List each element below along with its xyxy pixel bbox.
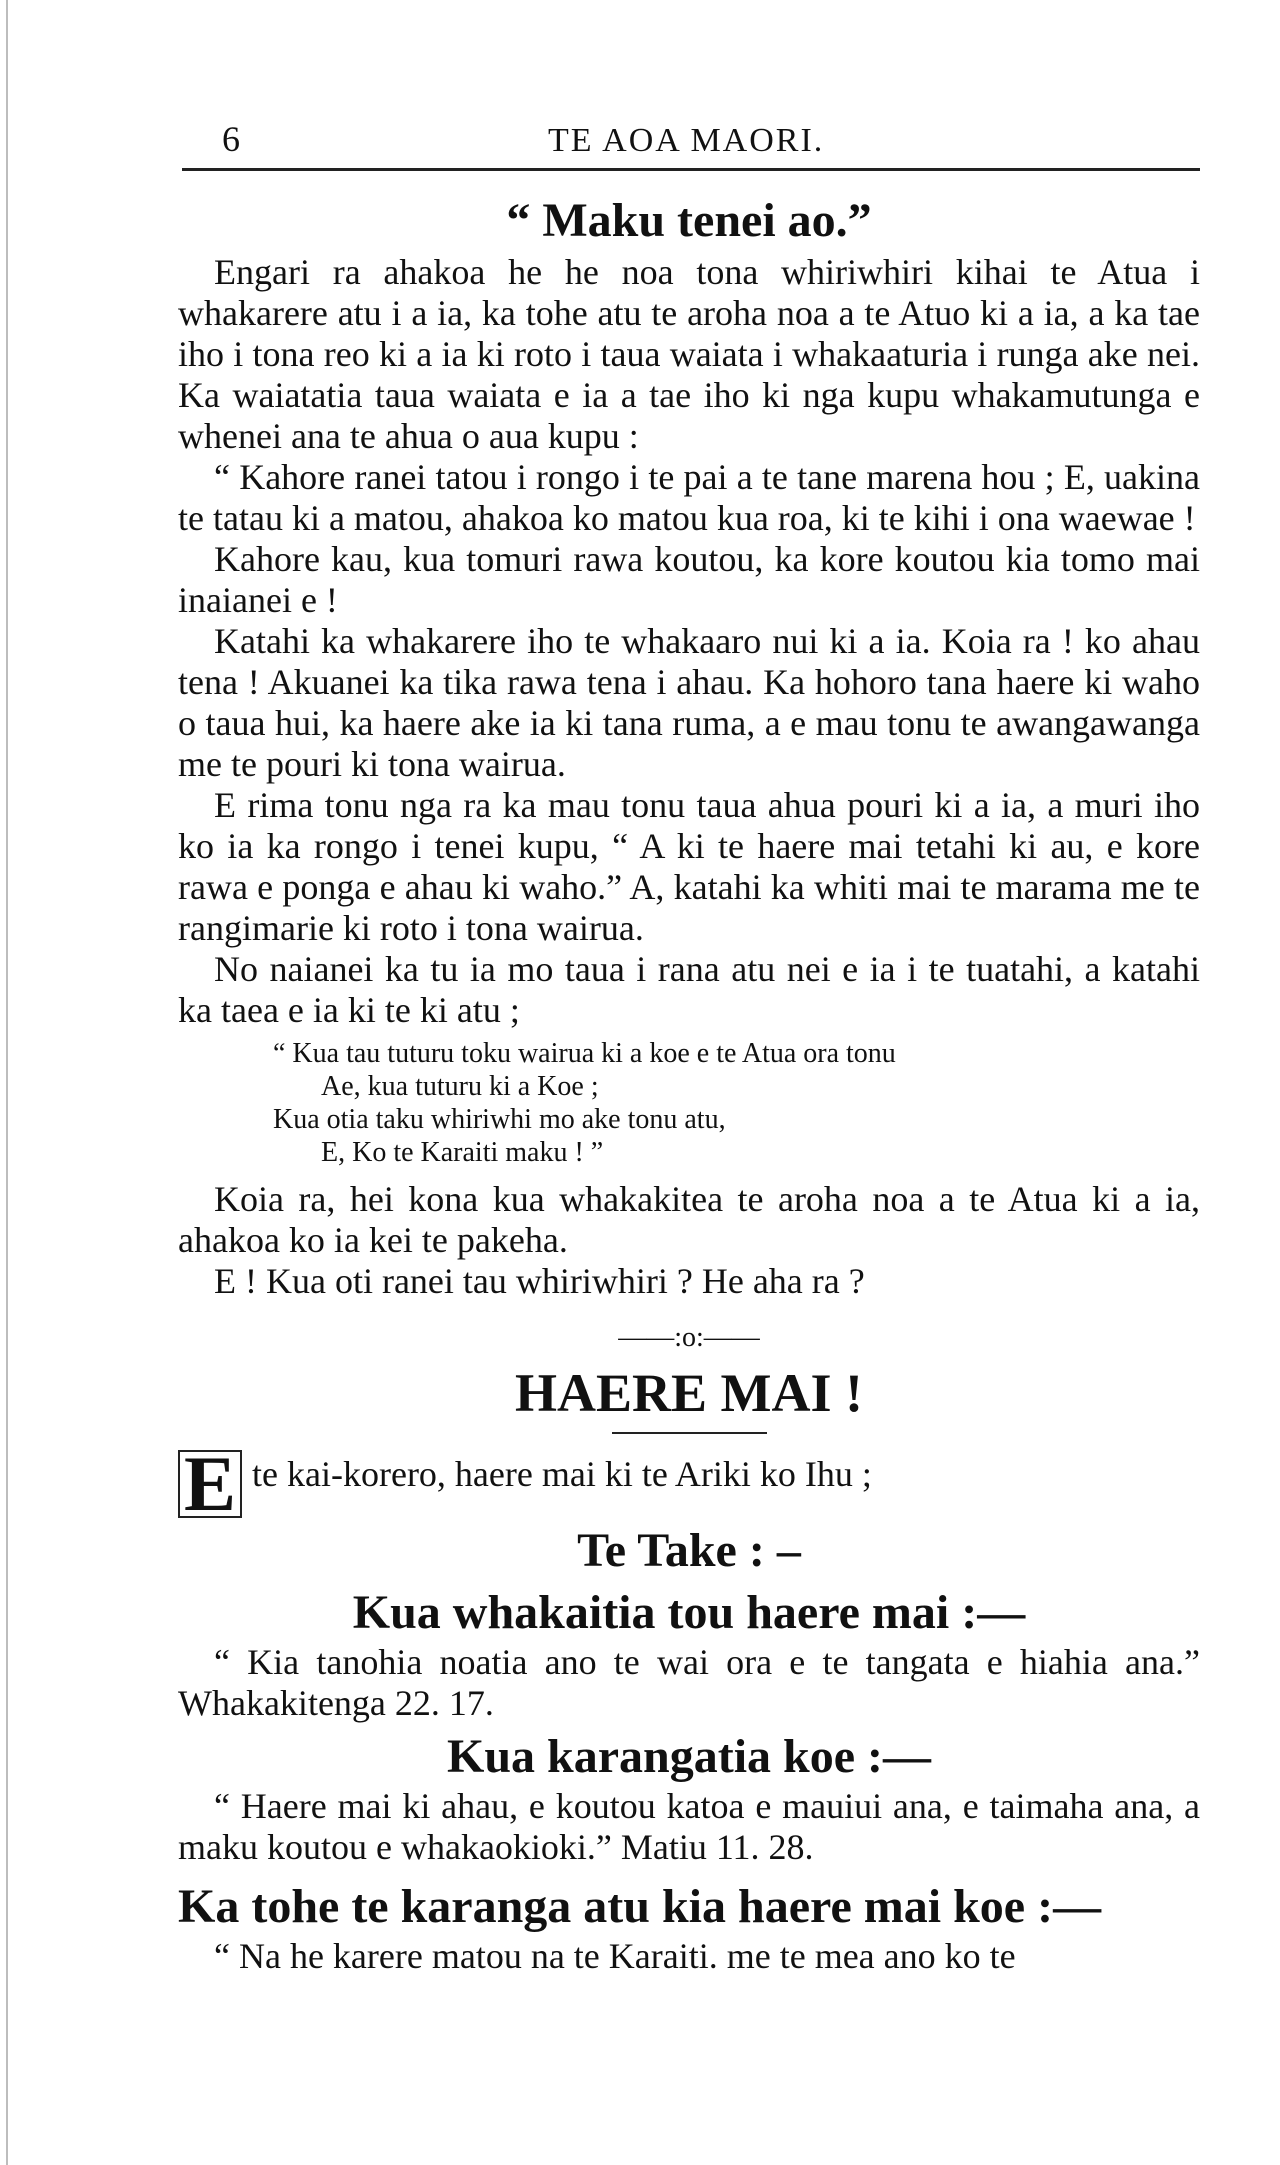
intro-line [178,1440,1200,1527]
hymn-verse [273,1037,1200,1169]
paragraph: Koia ra, hei kona kua whakakitea te aroha noa a te Atua ki a ia, ahakoa ko ia kei te pakeha. [178,1179,1200,1260]
drop-cap: E [178,1450,242,1518]
section-separator: ——:o:—— [618,1322,760,1353]
subheading-whakaitia: Kua whakaitia tou haere mai :— [352,1586,1026,1639]
page-number: 6 [222,119,240,159]
header-rule [182,168,1200,171]
subheading-karangatia: Kua karangatia koe :— [446,1730,932,1783]
paragraph: Katahi ka whakarere iho te whakaaro nui ki a ia. Koia ra ! ko ahau tena ! Akuanei ka tika rawa tena i ahau. Ka hohoro tana haere ki waho o taua hui, ka haere ake ia ki tana ruma, a e mau tonu te awangawanga me te pouri ki tona wairua. [178,621,1200,784]
verse-line: Ae, kua tuturu ki a Koe ; [321,1071,599,1102]
subheading-te-take: Te Take : – [577,1524,801,1577]
paragraph: No naianei ka tu ia mo taua i rana atu nei e ia i te tuatahi, a katahi ka taea e ia ki te ki atu ; [178,949,1200,1030]
article-heading-haere-mai: HAERE MAI ! [515,1363,863,1423]
scripture-quote: “ Haere mai ki ahau, e koutou katoa e mauiui ana, e taimaha ana, a maku koutou e whakaokioki.” Matiu 11. 28. [178,1786,1200,1867]
subheading-tohe: Ka tohe te karanga atu kia haere mai koe :— [178,1880,1102,1933]
running-title: TE AOA MAORI. [548,122,825,159]
heading-rule [612,1432,767,1434]
main-text [178,190,1200,1977]
intro-text: te kai-korero, haere mai ki te Ariki ko Ihu ; [252,1454,872,1494]
paragraph: “ Kahore ranei tatou i rongo i te pai a te tane marena hou ; E, uakina te tatau ki a matou, ahakoa ko matou kua roa, ki te kihi i ona waewae ! [178,457,1200,538]
paragraph: E ! Kua oti ranei tau whiriwhiri ? He aha ra ? [214,1261,865,1301]
left-margin-line [6,0,8,2165]
verse-line: E, Ko te Karaiti maku ! ” [321,1137,604,1168]
page-header [178,118,1200,168]
scripture-quote: “ Kia tanohia noatia ano te wai ora e te tangata e hiahia ana.” Whakakitenga 22. 17. [178,1642,1200,1723]
paragraph: Kahore kau, kua tomuri rawa koutou, ka kore koutou kia tomo mai inaianei e ! [178,539,1200,620]
article-heading-maku: “ Maku tenei ao.” [506,194,872,247]
verse-line: “ Kua tau tuturu toku wairua ki a koe e te Atua ora tonu [273,1038,896,1069]
verse-line: Kua otia taku whiriwhi mo ake tonu atu, [273,1104,726,1135]
paragraph: E rima tonu nga ra ka mau tonu taua ahua pouri ki a ia, a muri iho ko ia ka rongo i tenei kupu, “ A ki te haere mai tetahi ki au, e kore rawa e ponga e ahau ki waho.” A, katahi ka whiti mai te marama me te rangimarie ki roto i tona wairua. [178,785,1200,948]
scripture-quote: “ Na he karere matou na te Karaiti. me te mea ano ko te [214,1936,1016,1976]
paragraph: Engari ra ahakoa he he noa tona whiriwhiri kihai te Atua i whakarere atu i a ia, ka tohe atu te aroha noa a te Atuo ki a ia, a ka tae iho i tona reo ki a ia ki roto i taua waiata i whakaaturia i runga ake nei. Ka waiatatia taua waiata e ia a tae iho ki nga kupu whakamutunga e whenei ana te ahua o aua kupu : [178,252,1200,456]
